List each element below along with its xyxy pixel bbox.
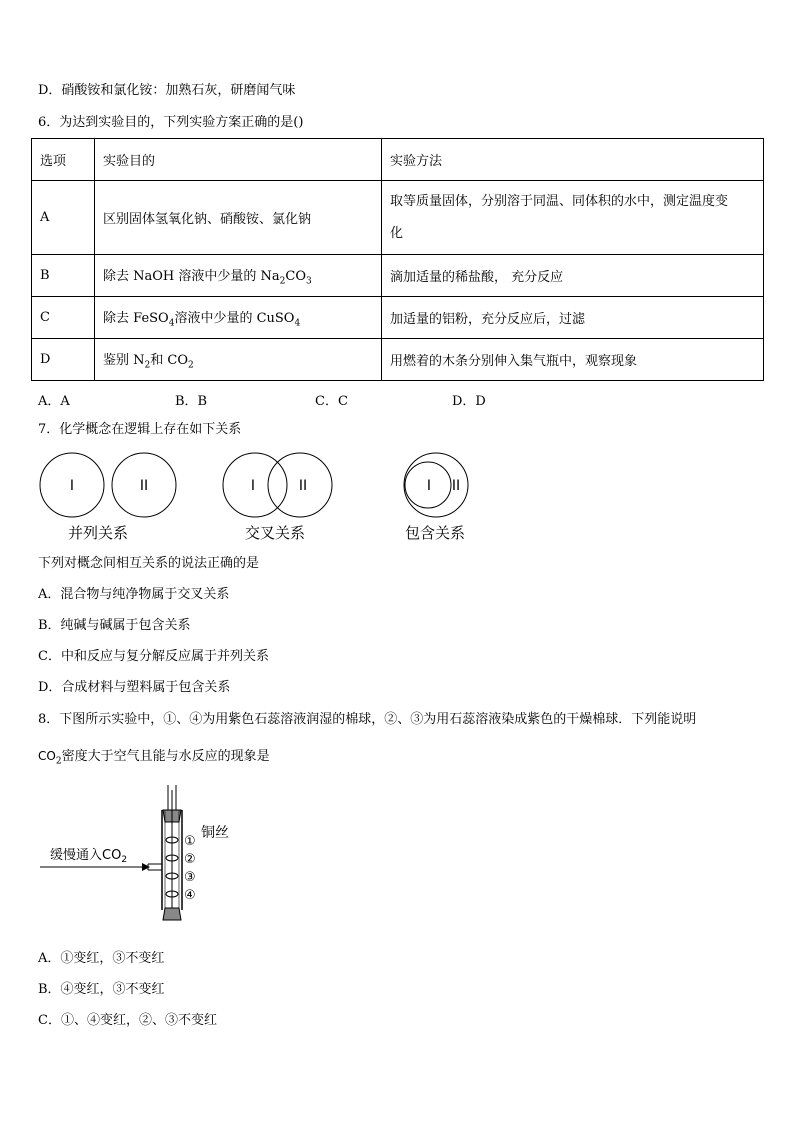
q5-option-d: D．硝酸铵和氯化铵：加熟石灰，研磨闻气味 [38,83,296,98]
marker-1: ① [184,834,196,849]
row-purpose [95,339,382,381]
marker-3: ③ [184,870,196,885]
header-option: 选项 [32,139,95,181]
header-method: 实验方法 [382,139,764,181]
q7-question: 下列对概念间相互关系的说法正确的是 [38,556,260,571]
contain-label-1: I [426,478,432,494]
table-header-row [32,139,764,181]
q8-option-a: A．①变红，③不变红 [38,951,165,966]
subscript: 3 [306,276,312,287]
q7-option-d: D．合成材料与塑料属于包含关系 [38,680,231,695]
wire-label: 铜丝 [201,825,229,841]
row-method: 用燃着的木条分别伸入集气瓶中，观察现象 [382,339,764,381]
q7-relation-diagrams [0,440,794,545]
q8-option-c: C．①、④变红，②、③不变红 [38,1013,217,1028]
q7-stem: 7．化学概念在逻辑上存在如下关系 [38,422,242,437]
purpose-text: 除去 FeSO [103,310,169,326]
row-option: B [32,255,95,297]
row-purpose [95,297,382,339]
cross-label-2: II [298,478,308,494]
parallel-label-1: I [69,478,75,494]
q6-option-c: C．C [315,394,348,409]
purpose-text: 鉴别 N [103,352,145,368]
table-row [32,339,764,381]
label-cross: 交叉关系 [244,524,306,542]
purpose-text: 除去 NaOH 溶液中少量的 Na [103,268,280,284]
q8-apparatus-figure [0,780,794,930]
q7-option-b: B．纯碱与碱属于包含关系 [38,618,191,633]
bottom-stopper [163,908,181,920]
subscript: 2 [144,360,151,371]
marker-2: ② [184,852,196,867]
marker-4: ④ [184,888,196,903]
table-row [32,181,764,255]
row-option: D [32,339,95,381]
row-option: A [32,181,95,255]
contain-label-2: II [451,478,461,494]
q8-stem-line2 [38,748,270,770]
cross-label-1: I [250,478,256,494]
label-contain: 包含关系 [404,524,466,542]
inlet-label-subscript: 2 [121,855,128,865]
q8-option-b: B．④变红，③不变红 [38,982,165,997]
subscript: 4 [294,318,301,329]
table-row [32,297,764,339]
q6-option-a: A．A [38,394,70,409]
purpose-text: 和 CO [150,352,188,368]
co2-subscript: 2 [55,756,62,767]
purpose-text: CO [285,268,306,284]
row-purpose: 区别固体氢氧化钠、硝酸铵、氯化钠 [95,181,382,255]
row-purpose [95,255,382,297]
q6-option-b: B．B [175,394,208,409]
q6-table [31,138,764,381]
co2-formula: CO [38,749,56,763]
inlet-label-text: 缓慢通入CO [50,848,122,863]
purpose-text: 溶液中少量的 CuSO [174,310,295,326]
parallel-label-2: II [139,478,149,494]
row-method: 滴加适量的稀盐酸， 充分反应 [382,255,764,297]
q6-option-d: D．D [452,394,486,409]
label-parallel: 并列关系 [67,524,129,542]
q7-option-a: A．混合物与纯净物属于交叉关系 [38,587,230,602]
row-method-line1: 取等质量固体，分别溶于同温、同体积的水中，测定温度变 [390,193,729,209]
q6-stem: 6．为达到实验目的，下列实验方案正确的是() [38,115,304,130]
table-row [32,255,764,297]
row-method-line2: 化 [390,225,404,241]
subscript: 2 [188,360,194,371]
subscript: 4 [168,318,175,329]
row-method: 加适量的铝粉，充分反应后，过滤 [382,297,764,339]
row-method [382,181,764,255]
q8-stem: 8．下图所示实验中，①、④为用紫色石蕊溶液润湿的棉球，②、③为用石蕊溶液染成紫色的干燥棉球．下列能说明 [38,712,697,727]
inlet-label [50,847,127,865]
subscript: 2 [279,276,286,287]
header-purpose: 实验目的 [95,139,382,181]
q7-option-c: C．中和反应与复分解反应属于并列关系 [38,649,269,664]
row-option: C [32,297,95,339]
q8-stem-rest: 密度大于空气且能与水反应的现象是 [61,749,270,764]
